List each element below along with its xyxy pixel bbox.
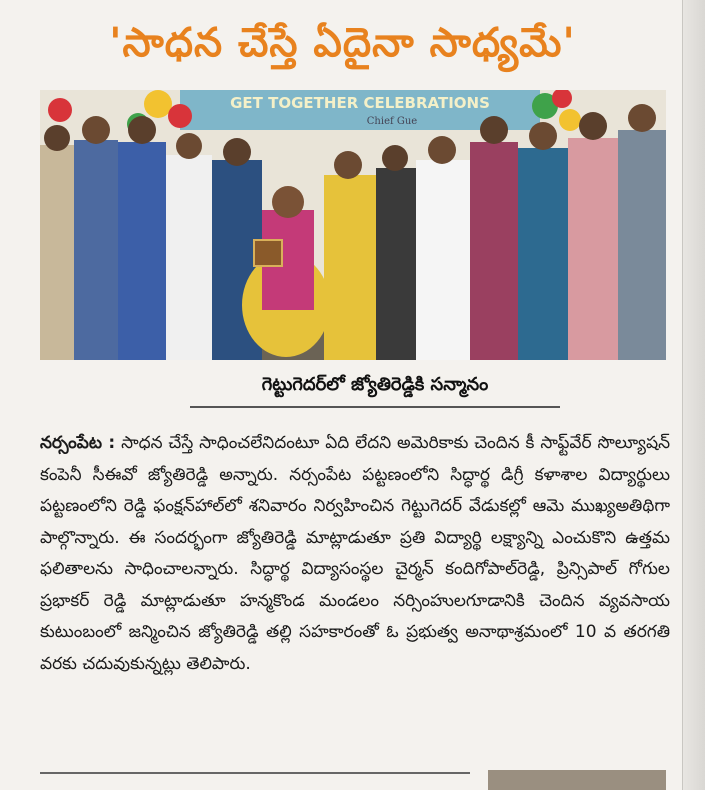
banner-subtext: Chief Gue — [366, 116, 418, 127]
section-divider — [40, 772, 470, 774]
article-body — [40, 428, 670, 680]
dateline: నర్సంపేట : — [40, 433, 116, 453]
photo-caption: గెట్టుగెదర్‌లో జ్యోతిరెడ్డికి సన్మానం — [261, 374, 489, 395]
page-edge — [682, 0, 705, 790]
photo-illustration — [40, 90, 666, 360]
balloon — [48, 98, 72, 122]
headline: 'సాధన చేస్తే ఏదైనా సాధ్యమే' — [109, 20, 576, 66]
news-photo — [40, 90, 666, 360]
balloon — [559, 109, 581, 131]
article-text: సాధన చేస్తే సాధించలేనిదంటూ ఏది లేదని అమెరికాకు చెందిన కీ సాఫ్ట్‌వేర్ సొల్యూషన్ కంపెనీ సీఈవో జ్యోతిరెడ్డి అన్నారు. నర్సంపేట పట్టణంలోని సిద్ధార్థ డిగ్రీ కళాశాల విద్యార్థులు పట్టణంలోని రెడ్డి ఫంక్షన్‌హాల్‌లో శనివారం నిర్వహించిన గెట్టుగెదర్ వేడుకల్లో ఆమె ముఖ్యఅతిథిగా పాల్గొన్నారు. ఈ సందర్భంగా జ్యోతిరెడ్డి మాట్లాడుతూ ప్రతి విద్యార్థి లక్ష్యాన్ని ఎంచుకొని ఉత్తమ ఫలితాలను సాధించాలన్నారు. సిద్ధార్థ విద్యాసంస్థల చైర్మన్ కందిగోపాల్‌రెడ్డి, ప్రిన్సిపాల్ గోగుల ప్రభాకర్ రెడ్డి మాట్లాడుతూ హన్మకొండ మండలం నర్సింహులగూడానికి చెందిన వ్యవసాయ కుటుంబంలో జన్మించిన జ్యోతిరెడ్డి తల్లి సహకారంతో ఓ ప్రభుత్వ అనాథాశ్రమంలో 10 వ తరగతి వరకు చదువుకున్నట్లు తెలిపారు. — [40, 433, 671, 674]
balloon — [168, 104, 192, 128]
caption-divider — [190, 406, 560, 408]
next-article-image-edge — [488, 770, 666, 790]
balloon — [144, 90, 172, 118]
memento — [254, 240, 282, 266]
banner-text: GET TOGETHER CELEBRATIONS — [230, 94, 490, 112]
